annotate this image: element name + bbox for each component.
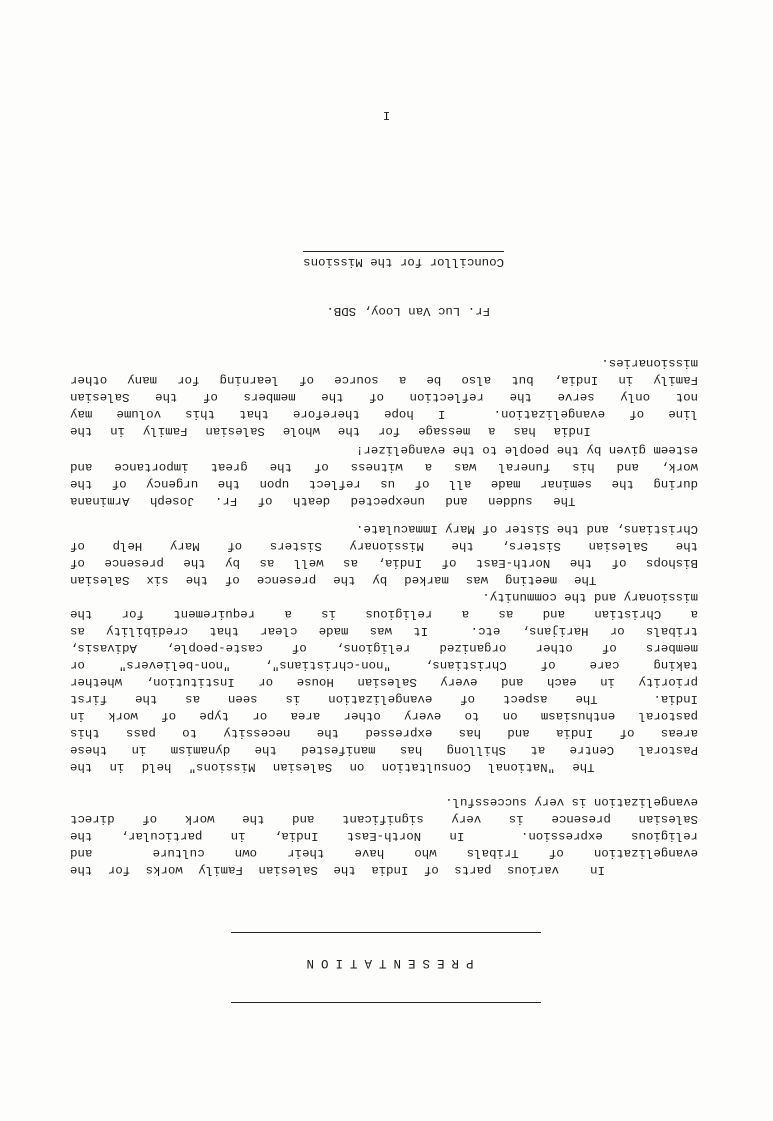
signature-role: Councillor for the Missions bbox=[303, 251, 504, 270]
text-line: pastoral enthusiasm on to every other area or type of work in bbox=[70, 709, 698, 723]
text-line: evangelization of Tribals who have their own culture and bbox=[70, 846, 698, 860]
text-line: taking care of Christians, "non-christians", "non-believers" or bbox=[70, 658, 698, 672]
text-line: priority in each and every Salesian House or Institution, whether bbox=[70, 675, 698, 689]
text-line: tribals or Harijans, etc. It was made clear that credibility as bbox=[70, 624, 698, 638]
text-line: members of other organized religions, of caste-people, Adivasis, bbox=[70, 641, 698, 655]
title-bottom-rule bbox=[231, 932, 541, 933]
text-line: Salesian presence is very significant and the work of direct bbox=[70, 812, 698, 826]
paragraph-consultation bbox=[70, 588, 698, 775]
page-title: PRESENTATION bbox=[299, 956, 474, 970]
text-line: religious expression. In North-East India, in particular, the bbox=[70, 829, 698, 843]
text-line: Bishops of the North-East of India, as well as by the presence of bbox=[70, 556, 698, 570]
paragraph-intro bbox=[70, 793, 698, 878]
text-line: Pastoral Centre at Shillong has manifested the dynamism in these bbox=[70, 743, 698, 757]
paragraph-message bbox=[70, 354, 698, 439]
text-line: India. The aspect of evangelization is seen as the first bbox=[70, 692, 698, 706]
text-line: not only serve the reflection of the members of the Salesian bbox=[70, 390, 698, 404]
paragraph-arminana bbox=[70, 441, 698, 509]
text-line: The sudden and unexpected death of Fr. Joseph Arminana bbox=[70, 494, 698, 508]
text-line: missionary and the community. bbox=[482, 590, 698, 604]
text-line: missionaries. bbox=[601, 356, 698, 370]
text-line: India has a message for the whole Salesian Family in the bbox=[70, 424, 698, 438]
text-line: areas of India and has expressed the necessity to pass this bbox=[70, 726, 698, 740]
text-line: a Christian and as a religious is a requirement for the bbox=[70, 607, 698, 621]
text-line: The "National Consultation on Salesian Missions" held in the bbox=[70, 760, 698, 774]
text-line: the Salesian Sisters, the Missionary Sisters of Mary Help of bbox=[70, 539, 698, 553]
paragraph-meeting bbox=[70, 520, 698, 588]
text-line: evangelization is very successful. bbox=[445, 795, 698, 809]
signature-name: Fr. Luc Van Looy, SDB. bbox=[326, 304, 490, 318]
text-line: Christians, and the Sister of Mary Immaculate. bbox=[355, 522, 698, 536]
text-line: Family in India, but also be a source of learning for many other bbox=[70, 373, 698, 387]
text-line: esteem given by the people to the evangelizer! bbox=[355, 443, 698, 457]
text-line: line of evangelization. I hope therefore that this volume may bbox=[70, 407, 698, 421]
text-line: The meeting was marked by the presence of the six Salesian bbox=[70, 573, 698, 587]
title-top-rule bbox=[231, 1002, 541, 1003]
page-number: I bbox=[382, 108, 391, 122]
text-line: In various parts of India the Salesian Family works for the bbox=[70, 863, 698, 877]
text-line: during the seminar made all of us reflect upon the urgency of the bbox=[70, 477, 698, 491]
text-line: work, and his funeral was a witness of the great importance and bbox=[70, 460, 698, 474]
